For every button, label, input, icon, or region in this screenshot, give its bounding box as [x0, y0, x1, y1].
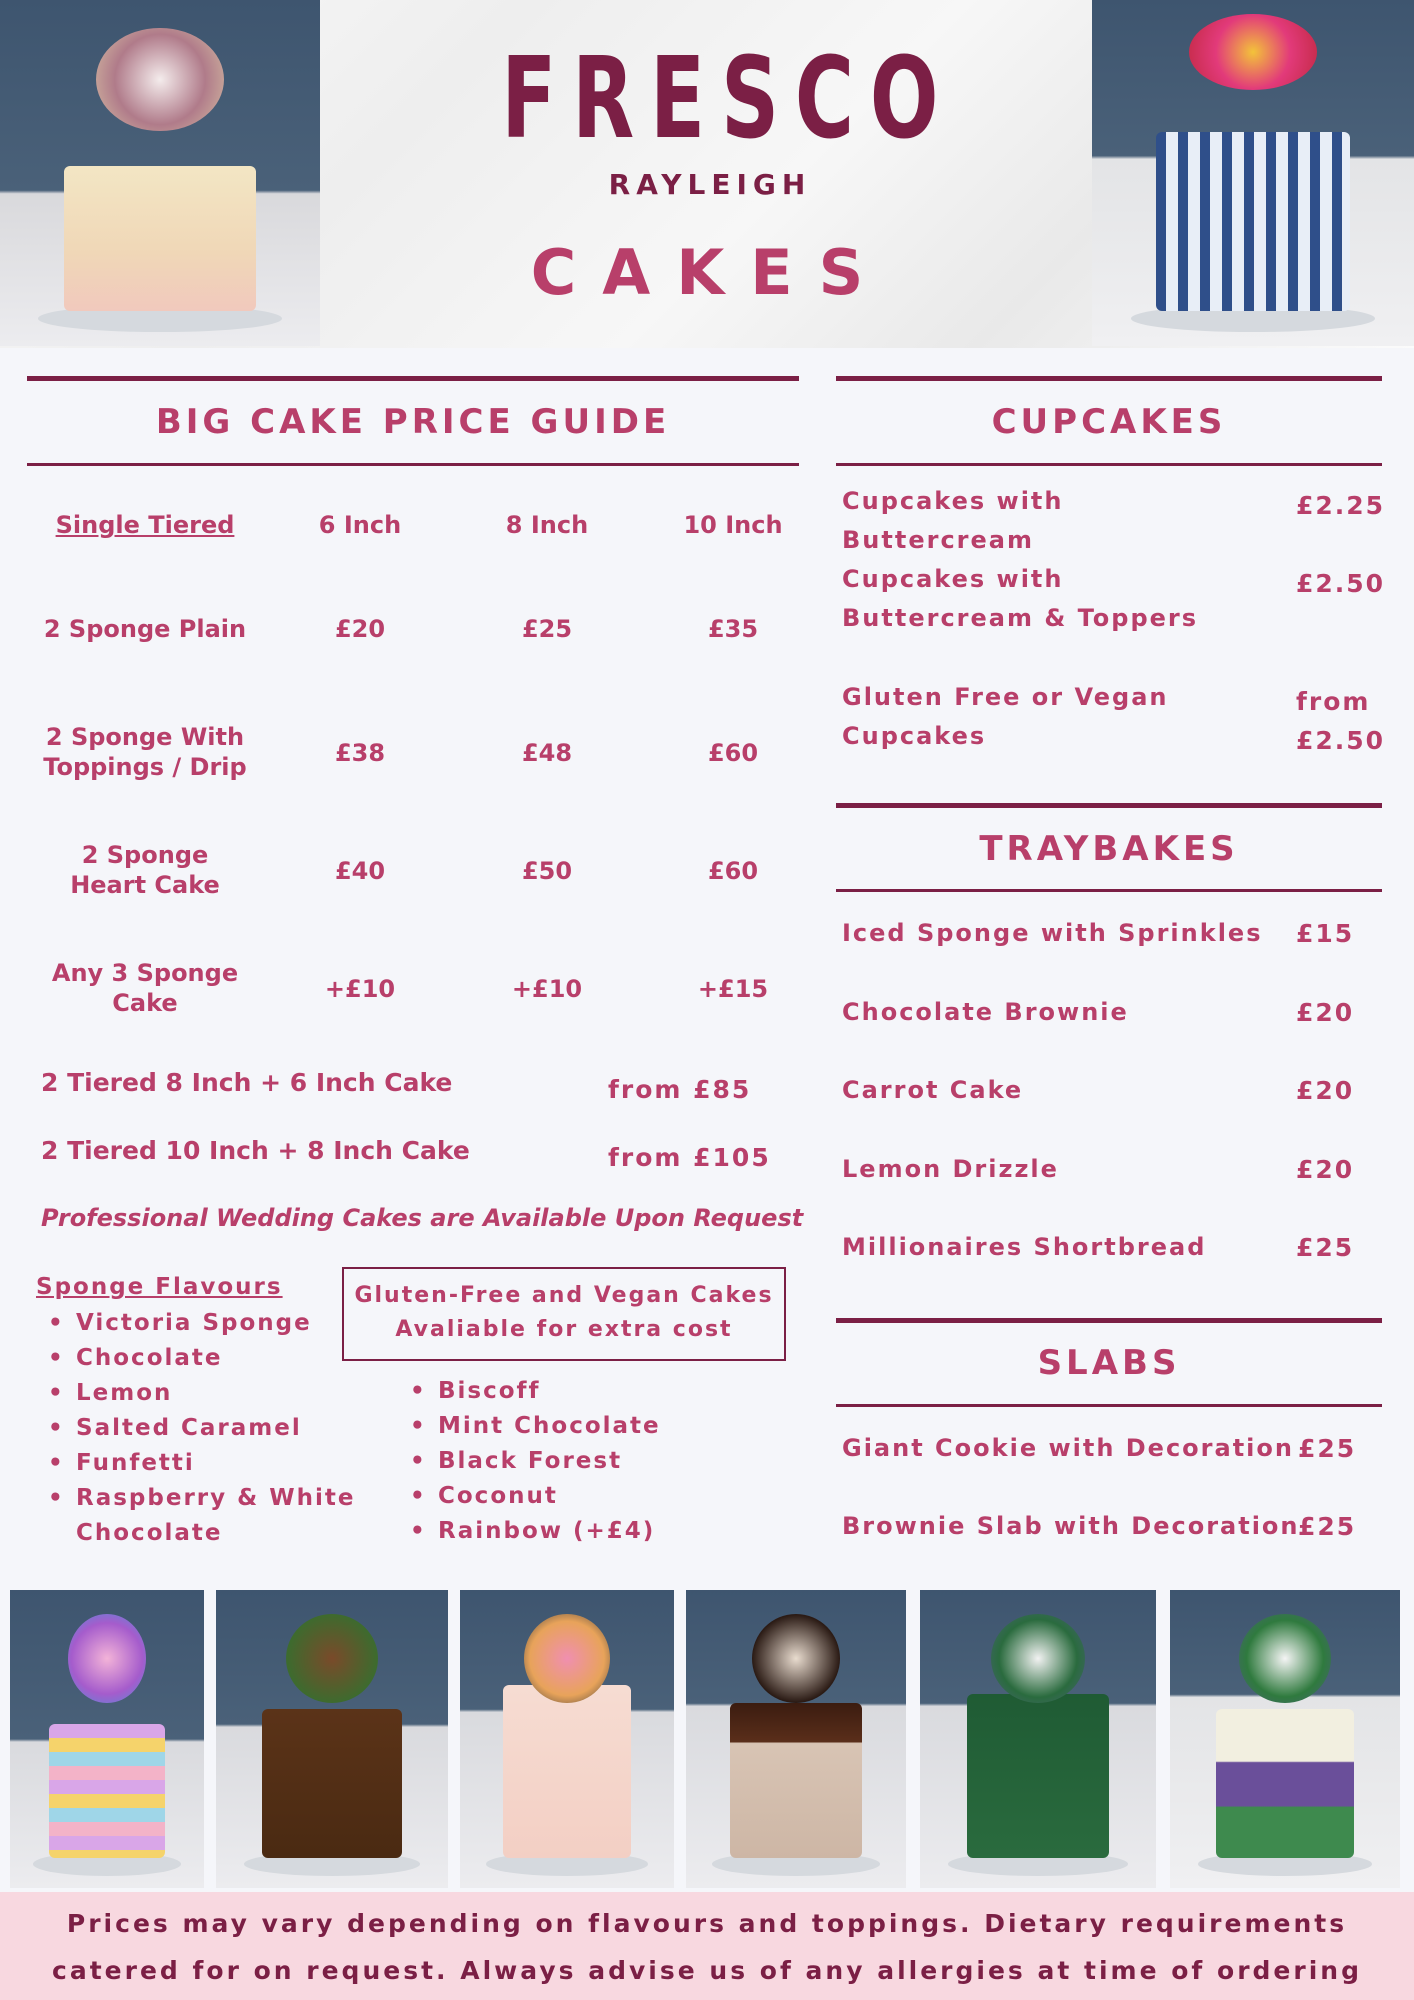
list-item: • Lemon: [36, 1376, 356, 1411]
slab-item-price: £25: [1298, 1434, 1357, 1463]
traybake-item-name: Lemon Drizzle: [842, 1155, 1059, 1183]
traybakes-section-title: TRAYBAKES: [979, 829, 1239, 869]
cake-photo-6: [1170, 1590, 1400, 1888]
list-item: • Mint Chocolate: [398, 1409, 718, 1444]
divider: [836, 376, 1382, 381]
gluten-free-vegan-note-box: [342, 1267, 786, 1361]
list-item: • Funfetti: [36, 1446, 356, 1481]
traybake-item-price: £20: [1296, 1076, 1355, 1105]
column-header-6-inch: 6 Inch: [318, 511, 402, 539]
divider: [836, 1404, 1382, 1407]
big-cake-section-title: BIG CAKE PRICE GUIDE: [155, 402, 671, 442]
wedding-cakes-note: Professional Wedding Cakes are Available Upon Request: [41, 1204, 804, 1232]
footer-note: Prices may vary depending on flavours and toppings. Dietary requirements catered for on request. Always advise us of any allergies at time of ordering: [52, 1909, 1362, 1985]
cupcakes-section-title: CUPCAKES: [991, 402, 1227, 442]
traybake-item-name: Millionaires Shortbread: [842, 1233, 1207, 1261]
cupcake-item-price: £2.25: [1296, 491, 1386, 520]
cake-photo-top-left: [0, 0, 320, 346]
table-row-name: Any 3 Sponge Cake: [51, 959, 239, 1017]
column-header-10-inch: 10 Inch: [683, 511, 783, 539]
traybake-item-price: £25: [1296, 1233, 1355, 1262]
cake-photo-3: [460, 1590, 674, 1888]
list-item: • Raspberry & White Chocolate: [36, 1481, 356, 1551]
table-row-name: 2 Sponge Plain: [43, 615, 247, 643]
gf-note-line: Gluten-Free and Vegan Cakes: [354, 1283, 774, 1308]
page-title: CAKES: [530, 236, 890, 309]
table-cell-price: £40: [334, 857, 386, 885]
cupcake-item-name: Gluten Free or Vegan Cupcakes: [842, 683, 1169, 750]
table-cell-price: +£15: [697, 975, 769, 1003]
divider: [836, 463, 1382, 466]
traybake-item-price: £20: [1296, 1155, 1355, 1184]
table-row-name: 2 Sponge With Toppings / Drip: [43, 723, 247, 781]
traybake-item-name: Chocolate Brownie: [842, 998, 1129, 1026]
cupcake-item-price: from £2.50: [1296, 687, 1386, 755]
cupcake-item-name: Cupcakes with Buttercream: [842, 487, 1064, 554]
table-cell-price: £50: [521, 857, 573, 885]
cake-photo-1: [10, 1590, 204, 1888]
table-cell-price: £38: [334, 739, 386, 767]
brand-location: RAYLEIGH: [608, 168, 812, 201]
list-item: • Biscoff: [398, 1374, 718, 1409]
sponge-flavours-title: Sponge Flavours: [36, 1274, 283, 1300]
table-cell-price: £20: [334, 615, 386, 643]
tiered-item-name: 2 Tiered 8 Inch + 6 Inch Cake: [41, 1068, 453, 1097]
table-cell-price: £60: [707, 739, 759, 767]
list-item: • Chocolate: [36, 1341, 356, 1376]
cake-photo-top-right: [1092, 0, 1414, 346]
brand-logo-text: FRESCO: [501, 34, 955, 164]
table-cell-price: +£10: [324, 975, 396, 1003]
traybake-item-name: Iced Sponge with Sprinkles: [842, 919, 1263, 947]
cake-photo-5: [920, 1590, 1156, 1888]
cake-photo-2: [216, 1590, 448, 1888]
table-cell-price: £35: [707, 615, 759, 643]
list-item: • Black Forest: [398, 1444, 718, 1479]
table-cell-price: £48: [521, 739, 573, 767]
cupcake-item-name: Cupcakes with Buttercream & Toppers: [842, 565, 1199, 632]
traybake-item-price: £15: [1296, 919, 1355, 948]
gf-note-line: Avaliable for extra cost: [395, 1317, 733, 1342]
slab-item-price: £25: [1298, 1512, 1357, 1541]
cake-photo-4: [686, 1590, 906, 1888]
divider: [27, 463, 799, 466]
divider: [836, 889, 1382, 892]
cupcake-item-price: £2.50: [1296, 569, 1386, 598]
divider: [836, 1318, 1382, 1323]
column-header-8-inch: 8 Inch: [505, 511, 589, 539]
tiered-item-price: from £85: [608, 1075, 752, 1104]
slab-item-name: Giant Cookie with Decoration: [842, 1434, 1294, 1462]
table-cell-price: £60: [707, 857, 759, 885]
divider: [27, 376, 799, 381]
sponge-flavours-list-2: [398, 1374, 718, 1549]
table-row-name: 2 Sponge Heart Cake: [70, 841, 220, 899]
list-item: • Salted Caramel: [36, 1411, 356, 1446]
tiered-item-price: from £105: [608, 1143, 771, 1172]
traybake-item-price: £20: [1296, 998, 1355, 1027]
slab-item-name: Brownie Slab with Decoration: [842, 1512, 1300, 1540]
list-item: • Victoria Sponge: [36, 1306, 356, 1341]
table-cell-price: +£10: [511, 975, 583, 1003]
list-item: • Rainbow (+£4): [398, 1514, 718, 1549]
slabs-section-title: SLABS: [1037, 1343, 1181, 1383]
table-cell-price: £25: [521, 615, 573, 643]
column-header-single-tiered: Single Tiered: [55, 511, 235, 539]
sponge-flavours-list: [36, 1306, 356, 1551]
list-item: • Coconut: [398, 1479, 718, 1514]
tiered-item-name: 2 Tiered 10 Inch + 8 Inch Cake: [41, 1136, 470, 1165]
divider: [836, 803, 1382, 808]
traybake-item-name: Carrot Cake: [842, 1076, 1024, 1104]
